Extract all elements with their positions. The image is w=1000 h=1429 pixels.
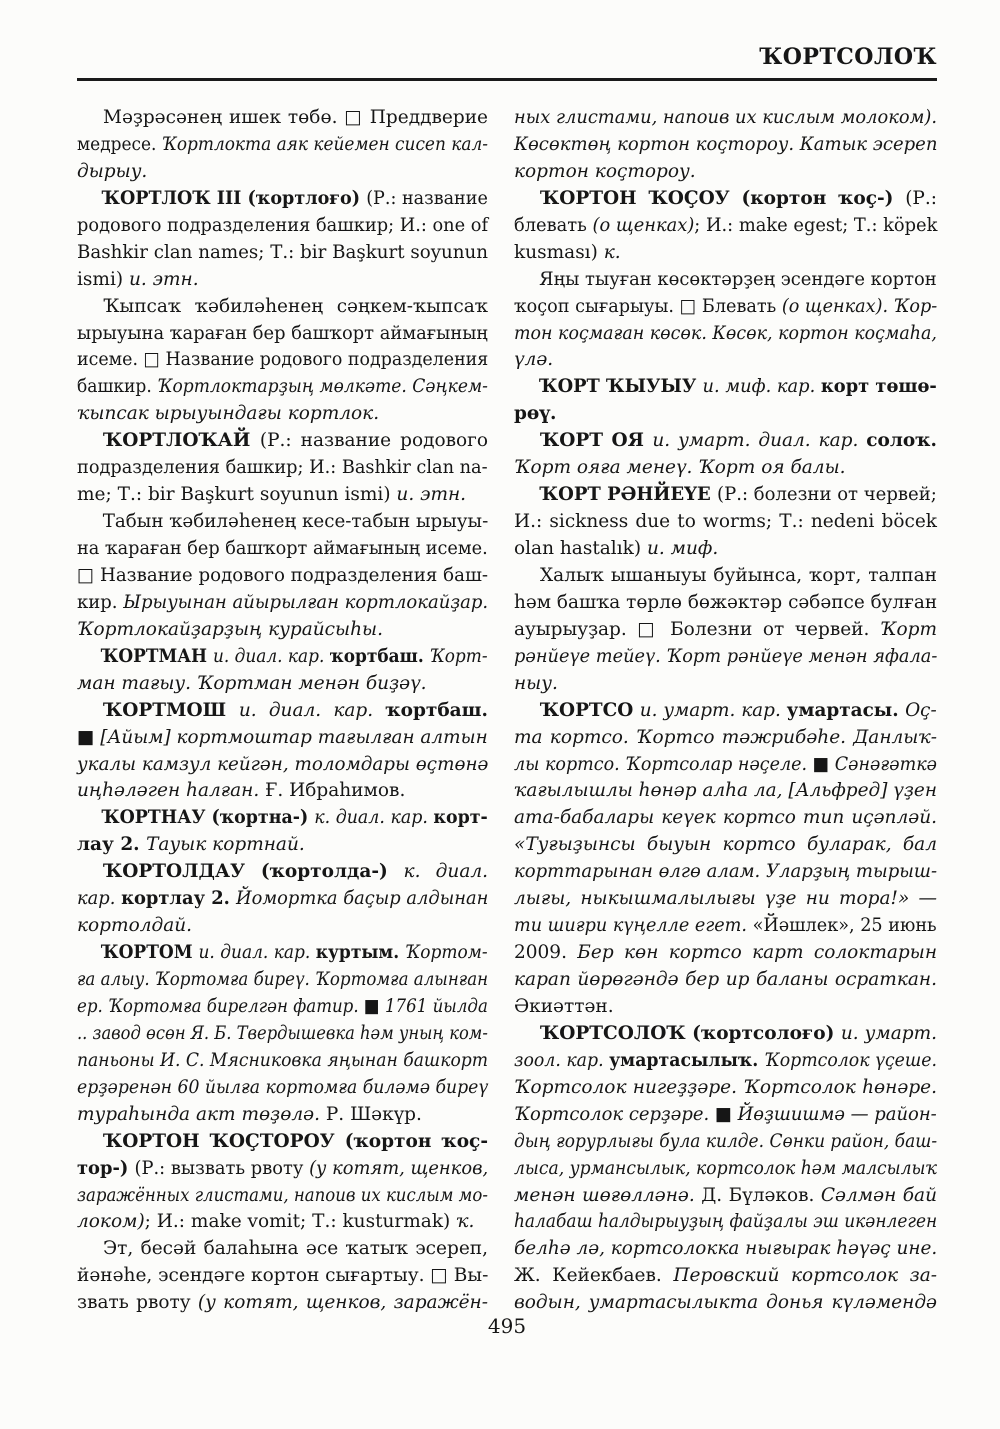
text-segment: (Р.: вызвать рвоту bbox=[134, 1157, 310, 1179]
text-segment: (Р.: название bbox=[366, 187, 488, 209]
text-line bbox=[514, 805, 937, 832]
text-segment: Сәлмән бай bbox=[820, 1184, 937, 1206]
text-segment: (у котят, щенков, bbox=[309, 1157, 489, 1179]
text-segment: родового подразделения башкир; И.: one of bbox=[77, 214, 489, 236]
text-line bbox=[514, 913, 937, 940]
text-line bbox=[514, 132, 938, 159]
text-line bbox=[514, 294, 938, 321]
text-line bbox=[514, 428, 937, 455]
text-line bbox=[77, 509, 489, 536]
text-line bbox=[77, 213, 489, 240]
text-segment: Бер көн кортсо карт солоктарын bbox=[577, 942, 938, 964]
text-segment: кир. bbox=[77, 591, 124, 613]
text-segment: укалы камзул кейгән, толомдары өҫтөнә bbox=[77, 753, 489, 775]
text-line bbox=[77, 1075, 489, 1102]
text-segment: умартасылыҡ. bbox=[609, 1049, 765, 1071]
text-segment: ҡыпсак ырыуындағы кортлок. bbox=[77, 403, 380, 425]
text-segment: Ғ. Ибраһимов. bbox=[265, 780, 406, 802]
text-line bbox=[514, 994, 937, 1021]
text-segment: Сәнәғәткә bbox=[834, 753, 938, 775]
text-line bbox=[77, 159, 488, 186]
text-segment: (Р.: болезни от червей; bbox=[717, 484, 937, 506]
text-segment: Мәҙрәсәнең ишек төбө. □ Преддверие bbox=[103, 107, 488, 128]
text-segment: солоҡ. bbox=[866, 430, 937, 452]
text-segment: ға алыу. Ҡортомға биреү. Ҡортомға алынған bbox=[77, 969, 489, 990]
text-segment: Ҡортсолок серҙәре. bbox=[514, 1103, 715, 1125]
text-segment: и. диал. кар. bbox=[198, 942, 316, 964]
text-segment: ҠОРТМАН bbox=[100, 645, 213, 667]
text-segment: Перовский кортсолок за- bbox=[673, 1265, 937, 1287]
text-segment: ; И.: make egest; Т.: köpek bbox=[694, 214, 938, 236]
text-segment: ер. Ҡортомға бирелгән фатир. bbox=[77, 995, 364, 1017]
text-segment: ных глистами, напоив их кислым молоком). bbox=[514, 107, 938, 128]
text-segment: и. этн. bbox=[396, 484, 467, 506]
text-line bbox=[77, 644, 488, 671]
text-segment: куртым. bbox=[315, 942, 406, 964]
text-segment: башкир. bbox=[77, 376, 158, 398]
running-head-title: ҠОРТСОЛОҠ bbox=[759, 44, 937, 70]
text-line bbox=[514, 1129, 938, 1156]
text-segment: ҡортбаш. bbox=[329, 645, 430, 667]
text-line bbox=[77, 536, 488, 563]
text-segment: водын, умартасылыкта донья күләмендә bbox=[514, 1292, 937, 1314]
header-rule bbox=[77, 78, 937, 81]
text-segment: тон коҫмаған көсөк. Көсөк, кортон коҫмаһа, bbox=[514, 322, 937, 344]
text-segment: Эт, бесәй балаһына әсе ҡатыҡ эсереп, bbox=[103, 1238, 488, 1260]
text-segment: Д. Бүләков. bbox=[701, 1184, 821, 1206]
text-line bbox=[514, 1156, 938, 1183]
text-segment: и. диал. кар. bbox=[212, 645, 330, 667]
text-line bbox=[514, 482, 937, 509]
text-segment: Ҡортлокайҙарҙың курайсыһы. bbox=[77, 618, 383, 640]
text-line bbox=[514, 1102, 937, 1129]
text-line bbox=[77, 1263, 488, 1290]
text-segment: И.: sickness due to worms; Т.: nedeni böcek bbox=[514, 511, 937, 533]
text-segment: и. умарт. bbox=[840, 1022, 937, 1044]
text-line bbox=[77, 967, 489, 994]
text-segment: Табын ҡәбиләһенең кесе-табын ырыуы- bbox=[102, 511, 489, 533]
text-segment: үлә. bbox=[514, 349, 554, 371]
text-line bbox=[77, 1209, 488, 1236]
text-segment: ҠОРТСО bbox=[539, 699, 640, 721]
text-segment: лыса, урмансылык, кортсолок һәм малсылыҡ bbox=[514, 1157, 938, 1179]
text-segment: һалабаш һалдырыуҙың файҙалы эш икәнлеген bbox=[514, 1211, 938, 1233]
text-segment: ерҙәренән 60 йылға кортомға биләмә биреү bbox=[77, 1076, 489, 1098]
text-segment: кортон коҫтороу. bbox=[514, 160, 696, 182]
text-segment: и. миф. bbox=[646, 538, 719, 559]
text-segment: ; И.: make vomit; Т.: kusturmak) bbox=[144, 1211, 457, 1233]
text-line bbox=[77, 240, 488, 267]
text-line bbox=[514, 886, 937, 913]
text-line bbox=[514, 617, 937, 644]
text-segment: Ҡортсолок үҫеше. bbox=[764, 1049, 938, 1071]
text-line bbox=[514, 401, 937, 428]
text-segment: ■ bbox=[714, 1103, 738, 1125]
text-line bbox=[514, 509, 937, 536]
text-segment: Йөҙшишмә — район- bbox=[737, 1103, 937, 1125]
left-text-column bbox=[77, 105, 488, 1317]
text-segment: кортлау 2. bbox=[121, 888, 237, 910]
text-segment: ҠОРТНАУ (ҡортна-) bbox=[101, 807, 315, 829]
text-segment: Оҫ- bbox=[905, 699, 937, 721]
text-segment: корттарынан өлгө алам. Уларҙың тырыш- bbox=[514, 861, 938, 883]
text-segment: Bashkir clan names; Т.: bir Başkurt soyunun bbox=[77, 241, 488, 263]
text-segment: паньоны И. С. Мясниковка яңынан башкорт bbox=[77, 1049, 489, 1071]
text-line bbox=[514, 967, 937, 994]
text-line bbox=[77, 1102, 488, 1129]
text-line bbox=[77, 428, 488, 455]
text-segment: .. завод өсөн Я. Б. Твердышевка һәм уның ком- bbox=[77, 1022, 488, 1044]
text-line bbox=[514, 105, 938, 132]
text-segment: Ҡыпсаҡ ҡәбиләһенең сәңкем-ҡыпсаҡ bbox=[103, 295, 488, 317]
text-segment: «Йәшлек», 25 июнь bbox=[752, 915, 937, 937]
text-line bbox=[77, 321, 488, 348]
text-line bbox=[77, 859, 488, 886]
text-line bbox=[77, 132, 488, 159]
text-segment: Ҡортом- bbox=[405, 942, 488, 964]
text-line bbox=[77, 940, 488, 967]
text-segment: ҠОРТМОШ bbox=[103, 699, 239, 721]
text-segment: звать рвоту bbox=[77, 1292, 198, 1314]
text-segment: к. диал. bbox=[403, 861, 489, 883]
text-line bbox=[77, 1048, 489, 1075]
text-line bbox=[77, 913, 488, 940]
text-segment: к. диал. кар. bbox=[314, 807, 434, 829]
text-segment: (о щенках). Ҡор- bbox=[781, 295, 938, 317]
text-line bbox=[514, 1263, 937, 1290]
text-segment: (у котят, щенков, заражён- bbox=[197, 1292, 488, 1314]
text-line bbox=[514, 1236, 938, 1263]
text-line bbox=[514, 644, 938, 671]
text-segment: Ҡортлокта аяк кейемен сисеп кал- bbox=[161, 133, 488, 155]
text-segment: зоол. кар. bbox=[514, 1049, 610, 1071]
text-segment: локом) bbox=[77, 1211, 145, 1233]
text-line bbox=[514, 940, 937, 967]
text-segment: и. умарт. диал. кар. bbox=[652, 430, 867, 452]
text-line bbox=[77, 886, 489, 913]
text-segment: Тауык кортнай. bbox=[146, 834, 305, 856]
text-line bbox=[77, 563, 489, 590]
text-segment: ман тағыу. Ҡортман менән биҙәү. bbox=[77, 672, 427, 694]
text-line bbox=[514, 347, 937, 374]
text-segment: Ҡорт bbox=[879, 618, 937, 640]
text-segment: (о щенках) bbox=[592, 214, 695, 236]
text-segment: ҡоҫоп сығарыуы. □ Блевать bbox=[514, 295, 782, 317]
text-line bbox=[514, 1048, 938, 1075]
text-segment: Ҡортсолок нигеҙҙәре. Ҡортсолок һөнәре. bbox=[514, 1076, 937, 1098]
text-line bbox=[77, 1156, 489, 1183]
text-segment: kusması) bbox=[514, 241, 604, 263]
text-line bbox=[514, 455, 937, 482]
text-segment: һәм башҡа төрлө бөжәктәр сәбәпсе булған bbox=[514, 591, 938, 613]
text-line bbox=[514, 563, 937, 590]
text-line bbox=[514, 321, 937, 348]
text-line bbox=[77, 832, 488, 859]
text-segment: медресе. bbox=[77, 133, 162, 155]
text-segment: ҡағылышлы һөнәр алһа ла, [Альфред] үҙен bbox=[514, 780, 937, 802]
text-line bbox=[514, 213, 938, 240]
text-segment: умартасы. bbox=[786, 699, 906, 721]
text-line bbox=[77, 482, 488, 509]
text-line bbox=[77, 1021, 488, 1048]
text-line bbox=[77, 805, 488, 832]
text-segment: к. bbox=[603, 241, 621, 263]
text-segment: ныу. bbox=[514, 672, 558, 694]
text-segment: Көсөктөң кортон коҫтороу. Катык эсереп bbox=[514, 133, 938, 155]
text-segment: ауырыуҙар. □ Болезни от червей. bbox=[514, 618, 880, 640]
text-segment: кар. bbox=[77, 888, 122, 910]
text-segment: лау 2. bbox=[77, 834, 147, 856]
text-segment: (Р.: название родового bbox=[259, 430, 488, 452]
text-segment: ■ bbox=[812, 753, 835, 775]
text-segment: ҠОРТОМ bbox=[100, 942, 199, 964]
text-line bbox=[514, 778, 936, 805]
text-line bbox=[514, 1075, 937, 1102]
text-segment: ҠОРТ РӘНЙЕҮЕ bbox=[539, 484, 718, 506]
text-segment: ismi) bbox=[77, 268, 129, 290]
text-segment: olan hastalık) bbox=[514, 538, 647, 559]
text-line bbox=[77, 267, 488, 294]
text-segment: ҠОРТСОЛОҠ (ҡортсолоғо) bbox=[540, 1022, 841, 1044]
text-line bbox=[514, 267, 937, 294]
text-line bbox=[514, 186, 937, 213]
text-segment: Халыҡ ышаныуы буйынса, ҡорт, талпан bbox=[540, 564, 937, 586]
text-segment: Ж. Кейекбаев. bbox=[514, 1265, 674, 1287]
text-segment: me; Т.: bir Başkurt soyunun ismi) bbox=[77, 484, 397, 506]
text-segment: ҡортбаш. bbox=[385, 699, 488, 721]
text-line bbox=[514, 752, 938, 779]
text-segment: менән шөғөлләнә. bbox=[514, 1184, 702, 1206]
text-line bbox=[77, 671, 488, 698]
text-segment: и. умарт. кар. bbox=[639, 699, 787, 721]
text-segment: ата-бабалары кеүек кортсо тип иҫәпләй. bbox=[514, 807, 937, 829]
text-segment: тураһында акт төҙөлә. bbox=[77, 1103, 326, 1125]
text-segment: 1761 йылда bbox=[384, 995, 488, 1017]
text-line bbox=[77, 1129, 488, 1156]
text-segment: подразделения башкир; И.: Bashkir clan na- bbox=[77, 457, 488, 479]
text-segment: корт- bbox=[433, 807, 488, 829]
page-number: 495 bbox=[487, 1314, 527, 1338]
text-segment: ти шиғри күңелле егет. bbox=[514, 915, 753, 937]
text-segment: ■ bbox=[77, 726, 101, 748]
text-line bbox=[514, 725, 937, 752]
text-segment: ҠОРТЛОҠ III (ҡортлоғо) bbox=[101, 187, 367, 209]
text-segment: Яңы тыуған көсөктәрҙең эсендәге кортон bbox=[539, 268, 937, 290]
text-segment: белһә лә, кортсолокка нығырак һәүәҫ ине. bbox=[514, 1238, 938, 1260]
text-segment: Р. Шәкүр. bbox=[325, 1103, 422, 1125]
text-segment: карап йөрөгәндә бер ир баланы осраткан. bbox=[514, 969, 937, 990]
text-segment: Ҡорт ояға менеү. Ҡорт оя балы. bbox=[514, 457, 846, 479]
text-segment: ҡ. bbox=[456, 1211, 475, 1233]
text-segment: Ырыуынан айырылған кортлокайҙар. bbox=[123, 591, 489, 613]
text-line bbox=[514, 590, 938, 617]
text-segment: и. миф. кар. bbox=[702, 376, 821, 398]
text-segment: ҠОРТЛОҠАЙ bbox=[103, 430, 260, 452]
text-segment: (Р.: bbox=[905, 187, 937, 209]
text-segment: иңһәләген һалған. bbox=[77, 780, 266, 802]
text-line bbox=[77, 778, 488, 805]
text-segment: ■ bbox=[363, 995, 385, 1017]
text-segment: и. диал. кар. bbox=[238, 699, 386, 721]
text-line bbox=[77, 105, 488, 132]
text-segment: Ҡорт- bbox=[429, 645, 488, 667]
text-segment: Йомортка баҫыр алдынан bbox=[236, 888, 489, 910]
text-line bbox=[514, 698, 935, 725]
text-segment: та кортсо. Ҡортсо тәжрибәһе. Данлыҡ- bbox=[514, 726, 937, 748]
text-segment: заражённых глистами, напоив их кислым мо- bbox=[77, 1184, 488, 1206]
text-segment: □ Название родового подразделения баш- bbox=[77, 564, 489, 586]
text-line bbox=[77, 455, 488, 482]
text-line bbox=[77, 698, 488, 725]
text-line bbox=[514, 832, 937, 859]
text-line bbox=[77, 401, 488, 428]
text-line bbox=[514, 671, 937, 698]
text-segment: рөү. bbox=[514, 403, 557, 425]
text-segment: блевать bbox=[514, 214, 593, 236]
text-segment: ҠОРТ ОЯ bbox=[540, 430, 653, 452]
text-segment: лығы, ныкышмалылығы үҙе ни тора!» — bbox=[514, 888, 937, 910]
text-segment: ҠОРТ ҠЫУЫУ bbox=[539, 376, 703, 398]
text-segment: ҠОРТОЛДАУ (ҡортолда-) bbox=[103, 861, 404, 883]
text-segment: корт төшө- bbox=[820, 376, 937, 398]
text-line bbox=[77, 725, 486, 752]
text-line bbox=[77, 294, 488, 321]
text-line bbox=[77, 186, 488, 213]
text-line bbox=[514, 1021, 937, 1048]
text-line bbox=[77, 590, 489, 617]
text-segment: ҠОРТОН ҠОҪОУ (кортон ҡоҫ-) bbox=[540, 187, 906, 209]
text-segment: [Айым] кортмоштар тағылған алтын bbox=[100, 726, 488, 748]
text-segment: «Туғыҙынсы быуын кортсо буларак, бал bbox=[514, 834, 937, 856]
text-line bbox=[77, 1236, 488, 1263]
text-segment: исеме. □ Название родового подразделения bbox=[77, 349, 489, 371]
text-segment: ырыуына ҡараған бер башҡорт аймағының bbox=[77, 322, 488, 344]
right-text-column bbox=[514, 105, 937, 1317]
text-segment: на ҡараған бер башҡорт аймағының исеме. bbox=[77, 538, 488, 559]
text-line bbox=[514, 159, 937, 186]
text-segment: ҠОРТОН ҠОҪТОРОУ (ҡортон ҡоҫ- bbox=[103, 1130, 488, 1152]
text-line bbox=[77, 374, 488, 401]
text-line bbox=[77, 994, 488, 1021]
text-line bbox=[514, 1183, 937, 1210]
text-line bbox=[514, 240, 937, 267]
text-line bbox=[514, 374, 937, 401]
text-segment: кортолдай. bbox=[77, 915, 193, 937]
text-segment: и. этн. bbox=[128, 268, 199, 290]
text-line bbox=[514, 536, 937, 563]
text-segment: дың ғорурлығы була килде. Сөнки район, баш- bbox=[514, 1130, 938, 1152]
text-segment: йәнәһе, эсендәге кортон сығартыу. □ Вы- bbox=[77, 1265, 489, 1287]
text-segment: лы кортсо. Ҡортсолар нәҫеле. bbox=[514, 753, 813, 775]
text-segment: Ҡортлоктарҙың мөлкәте. Сәңкем- bbox=[157, 376, 488, 398]
text-line bbox=[514, 1209, 938, 1236]
text-segment: 2009. bbox=[514, 942, 578, 964]
text-line bbox=[77, 1183, 488, 1210]
text-line bbox=[514, 859, 938, 886]
text-segment: тор-) bbox=[77, 1157, 135, 1179]
text-line bbox=[77, 617, 488, 644]
text-segment: Әкиәттән. bbox=[514, 995, 614, 1017]
text-line bbox=[77, 347, 489, 374]
text-line bbox=[77, 752, 489, 779]
text-segment: дырыу. bbox=[77, 160, 148, 182]
text-segment: рәнйеүе тейеү. Ҡорт рәнйеүе менән яфала- bbox=[514, 645, 938, 667]
